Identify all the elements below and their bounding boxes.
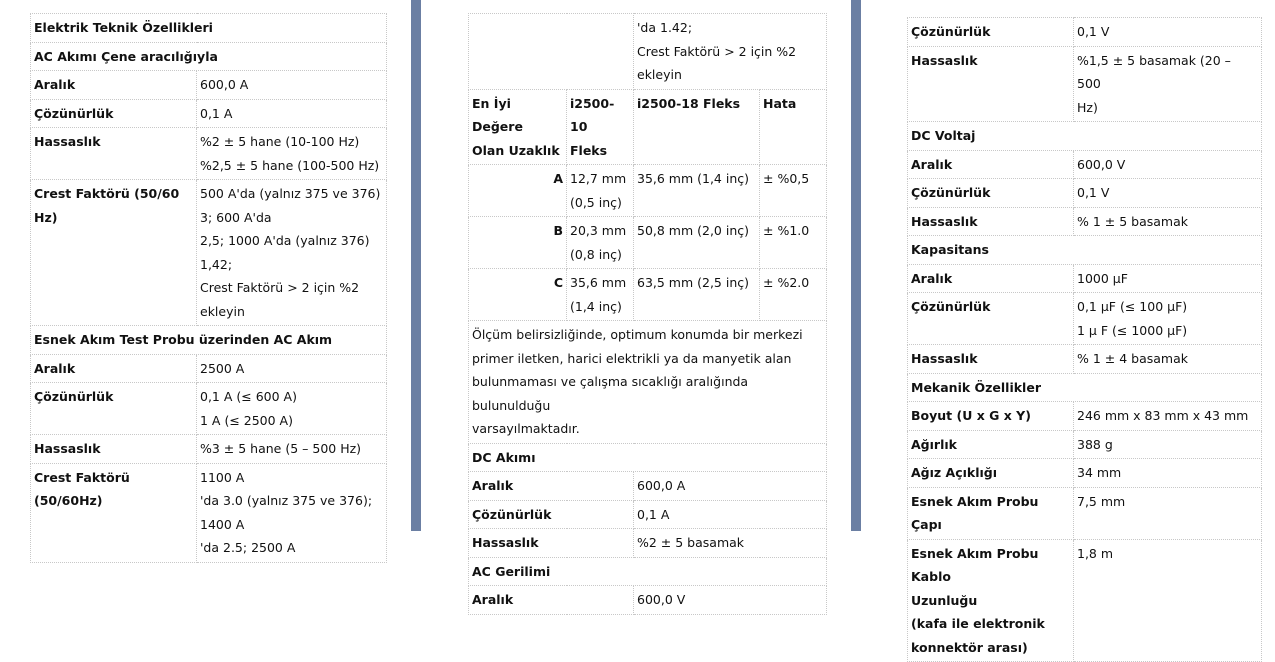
table-row — [31, 42, 387, 71]
cell-error: ± %0,5 — [760, 165, 827, 217]
spec-label: Çözünürlük — [908, 179, 1074, 208]
spec-value: 2500 A — [197, 354, 387, 383]
section-heading-dc-voltage: DC Voltaj — [908, 122, 1262, 151]
spec-value: 0,1 V — [1074, 179, 1262, 208]
spec-value: 0,1 A — [197, 99, 387, 128]
table-row — [908, 459, 1262, 488]
value-line: 2,5; 1000 A'da (yalnız 376) — [200, 233, 370, 248]
value-line: (0,8 inç) — [570, 246, 622, 262]
table-header-row — [469, 89, 827, 165]
value-line: 0,1 A (≤ 600 A) — [200, 389, 297, 404]
spec-label: Çözünürlük — [908, 293, 1074, 345]
value-line: (0,5 inç) — [570, 194, 622, 210]
table-row — [469, 472, 827, 501]
spec-value: 600,0 V — [1074, 150, 1262, 179]
spec-label: Çözünürlük — [469, 500, 634, 529]
spec-value: 34 mm — [1074, 459, 1262, 488]
table-row — [908, 430, 1262, 459]
value-line: %2,5 ± 5 hane (100-500 Hz) — [200, 157, 380, 173]
section-heading-flex: Esnek Akım Test Probu üzerinden AC Akım — [31, 326, 387, 355]
spec-value: % 1 ± 5 basamak — [1074, 207, 1262, 236]
note-line: Ölçüm belirsizliğinde, optimum konumda bir merkezi — [472, 327, 803, 342]
table-row — [31, 354, 387, 383]
empty-cell — [469, 14, 634, 90]
table-row — [908, 264, 1262, 293]
table-row — [469, 500, 827, 529]
spec-label: Aralık — [469, 472, 634, 501]
value-line: 1400 A — [200, 516, 245, 532]
value-line: 500 A'da (yalnız 375 ve 376) — [200, 186, 381, 201]
spec-label: Ağırlık — [908, 430, 1074, 459]
spec-value: 600,0 V — [634, 586, 827, 615]
distance-table — [468, 13, 827, 615]
row-letter: A — [469, 165, 567, 217]
value-line: ekleyin — [637, 67, 682, 82]
spec-label: Hassaslık — [31, 435, 197, 464]
label-line: Esnek Akım Probu Kablo — [911, 545, 1039, 584]
table-row — [908, 18, 1262, 47]
table-row — [469, 217, 827, 269]
cell-error: ± %2.0 — [760, 269, 827, 321]
spec-value: 1000 µF — [1074, 264, 1262, 293]
spec-value: 246 mm x 83 mm x 43 mm — [1074, 402, 1262, 431]
label-line: Uzunluğu — [911, 592, 978, 608]
value-line: 1100 A — [200, 469, 245, 485]
cell-i2500-10 — [567, 165, 634, 217]
spec-label: Aralık — [469, 586, 634, 615]
spec-value: 600,0 A — [634, 472, 827, 501]
spec-value: 0,1 V — [1074, 18, 1262, 47]
table-row — [31, 463, 387, 562]
table-row — [469, 443, 827, 472]
note-line: varsayılmaktadır. — [472, 421, 580, 436]
value-line: 'da 3.0 (yalnız 375 ve 376); — [200, 493, 373, 508]
spec-label — [31, 180, 197, 326]
value-line: 1 A (≤ 2500 A) — [200, 412, 293, 428]
table-row — [31, 99, 387, 128]
spec-value: % 1 ± 4 basamak — [1074, 345, 1262, 374]
table-row — [469, 14, 827, 90]
spec-value — [197, 128, 387, 180]
spec-label: Aralık — [31, 354, 197, 383]
table-row — [908, 345, 1262, 374]
header-line: En İyi Değere — [472, 95, 523, 134]
table-row — [31, 128, 387, 180]
table-row — [908, 46, 1262, 122]
spec-value — [634, 14, 827, 90]
row-letter: B — [469, 217, 567, 269]
spec-label: Hassaslık — [908, 46, 1074, 122]
spec-value: 1,8 m — [1074, 539, 1262, 662]
table-row — [31, 14, 387, 43]
spec-label — [908, 539, 1074, 662]
section-heading-capacitance: Kapasitans — [908, 236, 1262, 265]
spec-label: Aralık — [908, 150, 1074, 179]
value-line: 35,6 mm — [570, 275, 627, 290]
value-line: Hz) — [1077, 99, 1098, 115]
column-separator-left — [411, 0, 421, 531]
table-row — [908, 236, 1262, 265]
table-row — [908, 402, 1262, 431]
value-line: Crest Faktörü > 2 için %2 — [637, 43, 797, 59]
table-row — [31, 180, 387, 326]
value-line: 0,1 µF (≤ 100 µF) — [1077, 299, 1188, 314]
table-row — [908, 293, 1262, 345]
header-line: Fleks — [570, 142, 608, 158]
column-header-i2500-18: i2500-18 Fleks — [634, 89, 760, 165]
value-line: %2 ± 5 hane (10-100 Hz) — [200, 134, 360, 149]
section-heading-dc-current: DC Akımı — [469, 443, 827, 472]
label-line: (50/60Hz) — [34, 493, 103, 508]
value-line: 1,42; — [200, 256, 233, 272]
column-header-optimal-distance — [469, 89, 567, 165]
note-line: bulunmaması ve çalışma sıcaklığı aralığında bulunulduğu — [472, 374, 749, 413]
value-line: (1,4 inç) — [570, 298, 622, 314]
table-row — [908, 373, 1262, 402]
table-row — [908, 207, 1262, 236]
header-line: Olan Uzaklık — [472, 142, 560, 158]
value-line: 12,7 mm — [570, 171, 627, 186]
table-row — [469, 529, 827, 558]
row-letter: C — [469, 269, 567, 321]
column-separator-right — [851, 0, 861, 531]
table-row — [469, 557, 827, 586]
section-heading-mechanical: Mekanik Özellikler — [908, 373, 1262, 402]
middle-column — [421, 0, 851, 607]
note-line: primer iletken, harici elektrikli ya da manyetik alan — [472, 350, 792, 366]
table-row — [469, 586, 827, 615]
spec-label: Hassaslık — [469, 529, 634, 558]
right-column — [861, 0, 1275, 655]
value-line: 3; 600 A'da — [200, 209, 272, 225]
table-row — [469, 269, 827, 321]
table-row — [908, 539, 1262, 662]
spec-label: Hassaslık — [908, 345, 1074, 374]
spec-label: Çözünürlük — [31, 383, 197, 435]
spec-label: Çözünürlük — [31, 99, 197, 128]
cell-i2500-18: 50,8 mm (2,0 inç) — [634, 217, 760, 269]
table-row — [31, 435, 387, 464]
section-heading-ac-voltage: AC Gerilimi — [469, 557, 827, 586]
value-line: Crest Faktörü > 2 için %2 — [200, 280, 360, 295]
spec-value — [197, 180, 387, 326]
spec-label: Ağız Açıklığı — [908, 459, 1074, 488]
spec-label: Hassaslık — [908, 207, 1074, 236]
table-row — [908, 150, 1262, 179]
electrical-specs-table — [30, 13, 387, 563]
cell-i2500-10 — [567, 269, 634, 321]
table-row — [31, 71, 387, 100]
label-line: Crest Faktörü (50/60 — [34, 186, 180, 201]
value-line: %1,5 ± 5 basamak (20 – 500 — [1077, 52, 1231, 91]
spec-value: 600,0 A — [197, 71, 387, 100]
spec-value: %3 ± 5 hane (5 – 500 Hz) — [197, 435, 387, 464]
spec-value — [1074, 293, 1262, 345]
cell-i2500-18: 35,6 mm (1,4 inç) — [634, 165, 760, 217]
spec-label: Aralık — [908, 264, 1074, 293]
table-row — [908, 487, 1262, 539]
column-header-i2500-10 — [567, 89, 634, 165]
cell-error: ± %1.0 — [760, 217, 827, 269]
label-line: Crest Faktörü — [34, 469, 130, 485]
spec-value — [1074, 46, 1262, 122]
spec-value: 0,1 A — [634, 500, 827, 529]
table-row — [908, 122, 1262, 151]
value-line: 'da 2.5; 2500 A — [200, 540, 296, 555]
cell-i2500-10 — [567, 217, 634, 269]
spec-value — [197, 463, 387, 562]
table-row — [31, 326, 387, 355]
table-row — [469, 165, 827, 217]
spec-label: Hassaslık — [31, 128, 197, 180]
section-heading-ac-clamp: AC Akımı Çene aracılığıyla — [31, 42, 387, 71]
label-line: (kafa ile elektronik — [911, 616, 1045, 631]
label-line: konnektör arası) — [911, 639, 1028, 655]
spec-value — [197, 383, 387, 435]
value-line: ekleyin — [200, 303, 245, 319]
column-header-error: Hata — [760, 89, 827, 165]
label-line: Hz) — [34, 209, 58, 225]
value-line: 1 µ F (≤ 1000 µF) — [1077, 322, 1188, 338]
table-row — [31, 383, 387, 435]
voltage-mechanical-table — [907, 17, 1262, 662]
spec-value: %2 ± 5 basamak — [634, 529, 827, 558]
spec-value: 7,5 mm — [1074, 487, 1262, 539]
measurement-note — [469, 321, 827, 444]
table-row — [908, 179, 1262, 208]
section-heading-electrical: Elektrik Teknik Özellikleri — [31, 14, 387, 43]
header-line: i2500-10 — [570, 95, 615, 134]
spec-label: Aralık — [31, 71, 197, 100]
spec-label — [31, 463, 197, 562]
spec-label: Boyut (U x G x Y) — [908, 402, 1074, 431]
spec-value: 388 g — [1074, 430, 1262, 459]
value-line: 'da 1.42; — [637, 20, 693, 35]
spec-label: Esnek Akım Probu Çapı — [908, 487, 1074, 539]
spec-label: Çözünürlük — [908, 18, 1074, 47]
table-row — [469, 321, 827, 444]
cell-i2500-18: 63,5 mm (2,5 inç) — [634, 269, 760, 321]
value-line: 20,3 mm — [570, 223, 627, 238]
left-column — [0, 0, 411, 555]
